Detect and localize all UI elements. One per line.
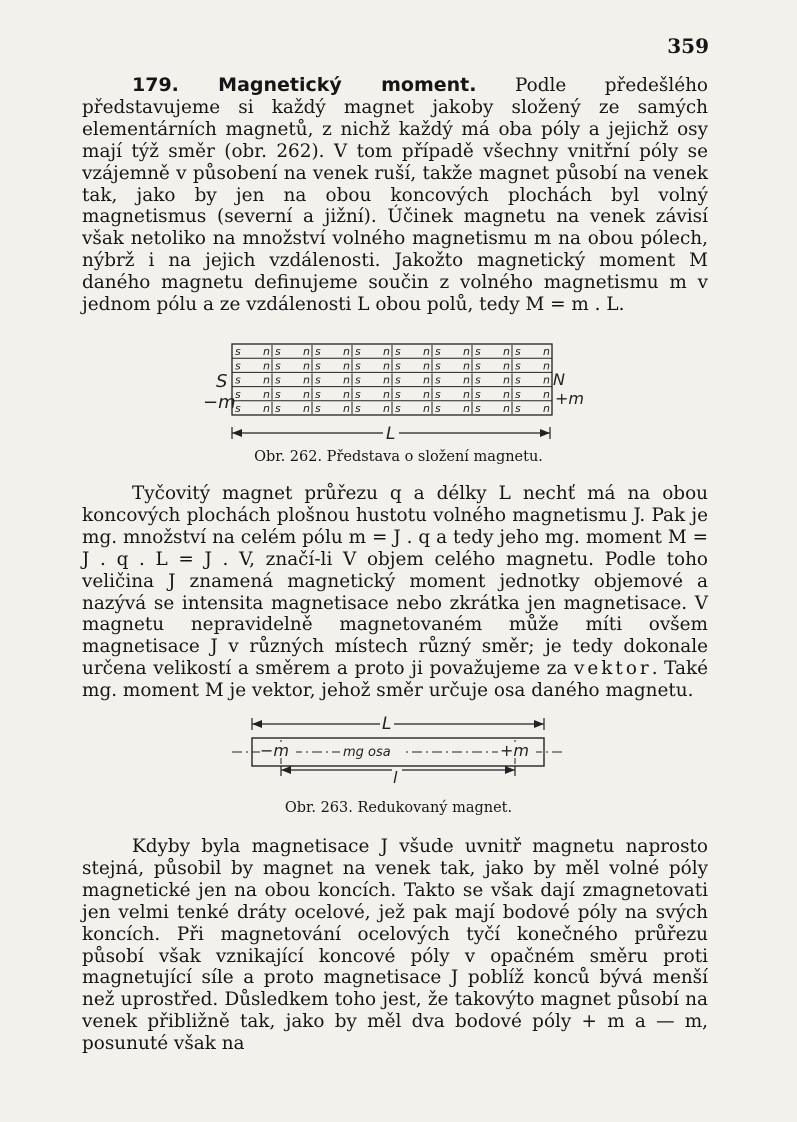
- north-pole-label: n: [343, 359, 350, 373]
- south-pole-label: s: [395, 402, 401, 415]
- figure-263-caption: Obr. 263. Redukovaný magnet.: [284, 800, 513, 816]
- north-pole-label: n: [383, 402, 390, 415]
- north-pole-label: n: [263, 359, 270, 373]
- label-minus-m: −m: [203, 392, 236, 413]
- north-pole-label: n: [503, 373, 510, 387]
- figure-262-caption: Obr. 262. Představa o složení magnetu.: [254, 449, 543, 465]
- south-pole-label: s: [475, 359, 481, 373]
- north-pole-label: n: [383, 373, 390, 387]
- south-pole-label: s: [435, 387, 441, 401]
- south-pole-label: s: [395, 359, 401, 373]
- south-pole-label: s: [235, 359, 241, 373]
- south-pole-label: s: [275, 373, 281, 387]
- north-pole-label: n: [423, 387, 430, 401]
- north-pole-label: n: [343, 387, 350, 401]
- south-pole-label: s: [355, 402, 361, 415]
- label-N: N: [553, 370, 565, 389]
- arrow-right-icon: [505, 766, 515, 774]
- paragraph-3-text: Kdyby byla magnetisace J všude uvnitř magnetu naprosto stejná, působil by magnet na venek tak, jako by měl volné póly magnetické jen na obou koncích. Takto se však dají zmagnetovati jen velmi tenké dráty ocelové, jež pak mají bodové póly na svých koncích. Při magnetování ocelových tyčí konečného průřezu působí však vznikající koncové póly v opačném směru proti magnetující síle a proto magnetisace J poblíž konců bývá menší než uprostřed. Důsledkem toho jest, že takovýto magnet působí na venek přibližně tak, jako by měl dva bodové póly + m a — m, posunuté však na: [82, 836, 708, 1055]
- paragraph-2-text-c: . Také mg. moment M je vektor, jehož směr určuje osa daného magnetu.: [82, 658, 708, 702]
- north-pole-label: n: [543, 387, 550, 401]
- south-pole-label: s: [435, 373, 441, 387]
- south-pole-label: s: [355, 359, 361, 373]
- north-pole-label: n: [303, 373, 310, 387]
- paragraph-1-text: Podle předešlého představujeme si každý magnet jakoby složený ze samých elementárních magnetů, z nichž každý má oba póly a jejichž osy mají týž směr (obr. 262). V tom případě všechny vnitřní póly se vzájemně v působení na venek ruší, takže magnet působí na venek tak, jako by jen na obou koncových plochách byl volný magnetismus (severní a jižní). Účinek magnetu na venek závisí však netoliko na množství volného magnetismu m na obou pólech, nýbrž i na jejich vzdálenosti. Jakožto magnetický moment M daného magnetu definujeme součin z volného magnetismu m v jednom pólu a ze vzdálenosti L obou polů, tedy M = m . L.: [82, 75, 708, 316]
- north-pole-label: n: [343, 345, 350, 359]
- section-heading: 179. Magnetický moment.: [132, 74, 477, 96]
- arrow-left-icon: [281, 766, 291, 774]
- north-pole-label: n: [383, 359, 390, 373]
- north-pole-label: n: [423, 373, 430, 387]
- north-pole-label: n: [303, 402, 310, 415]
- axis-label: mg osa: [343, 745, 391, 760]
- south-pole-label: s: [235, 345, 241, 359]
- south-pole-label: s: [475, 402, 481, 415]
- south-pole-label: s: [475, 373, 481, 387]
- south-pole-label: s: [275, 387, 281, 401]
- label-plus-m: +m: [500, 741, 529, 760]
- arrow-right-icon: [534, 720, 544, 728]
- north-pole-label: n: [503, 359, 510, 373]
- north-pole-label: n: [463, 402, 470, 415]
- north-pole-label: n: [263, 402, 270, 415]
- label-l: l: [393, 768, 398, 787]
- south-pole-label: s: [355, 387, 361, 401]
- south-pole-label: s: [235, 387, 241, 401]
- north-pole-label: n: [423, 359, 430, 373]
- north-pole-label: n: [303, 359, 310, 373]
- north-pole-label: n: [463, 345, 470, 359]
- south-pole-label: s: [515, 387, 521, 401]
- south-pole-label: s: [435, 402, 441, 415]
- north-pole-label: n: [383, 387, 390, 401]
- south-pole-label: s: [235, 402, 241, 415]
- south-pole-label: s: [395, 345, 401, 359]
- south-pole-label: s: [315, 373, 321, 387]
- north-pole-label: n: [503, 402, 510, 415]
- south-pole-label: s: [355, 345, 361, 359]
- paragraph-pole-distribution: [82, 836, 708, 1055]
- south-pole-label: s: [275, 359, 281, 373]
- north-pole-label: n: [543, 373, 550, 387]
- north-pole-label: n: [463, 373, 470, 387]
- north-pole-label: n: [463, 359, 470, 373]
- north-pole-label: n: [263, 387, 270, 401]
- south-pole-label: s: [275, 345, 281, 359]
- south-pole-label: s: [395, 373, 401, 387]
- label-S: S: [216, 371, 228, 392]
- paragraph-2-term: vektor: [574, 658, 652, 680]
- paragraph-2-text-a: Tyčovitý magnet průřezu q a délky L nechť má na obou koncových plochách plošnou hustotu volného magnetismu J. Pak je mg. množství na celém pólu m = J . q a tedy jeho mg. moment M = J . q . L = J . V, značí-li V objem celého magnetu. Podle toho veličina J znamená magnetický moment jednotky objemové a nazývá se intensita magnetisace nebo zkrátka jen magnetisace. V magnetu nepravidelně magnetovaném může míti ovšem magnetisace J v různých místech různý směr; je tedy dokonale určena velikostí a směrem a proto ji považujeme za: [82, 483, 708, 680]
- north-pole-label: n: [543, 402, 550, 415]
- north-pole-label: n: [343, 402, 350, 415]
- south-pole-label: s: [515, 359, 521, 373]
- south-pole-label: s: [315, 345, 321, 359]
- page-number: 359: [667, 34, 709, 58]
- south-pole-label: s: [315, 387, 321, 401]
- south-pole-label: s: [275, 402, 281, 415]
- north-pole-label: n: [383, 345, 390, 359]
- north-pole-label: n: [463, 387, 470, 401]
- south-pole-label: s: [515, 373, 521, 387]
- north-pole-label: n: [303, 387, 310, 401]
- south-pole-label: s: [515, 402, 521, 415]
- north-pole-label: n: [263, 345, 270, 359]
- north-pole-label: n: [303, 345, 310, 359]
- south-pole-label: s: [435, 345, 441, 359]
- south-pole-label: s: [475, 345, 481, 359]
- north-pole-label: n: [423, 402, 430, 415]
- south-pole-label: s: [315, 402, 321, 415]
- north-pole-label: n: [503, 345, 510, 359]
- south-pole-label: s: [475, 387, 481, 401]
- arrow-left-icon: [252, 720, 262, 728]
- south-pole-label: s: [235, 373, 241, 387]
- south-pole-label: s: [435, 359, 441, 373]
- label-L: L: [382, 714, 392, 734]
- north-pole-label: n: [263, 373, 270, 387]
- label-L: L: [386, 424, 396, 444]
- label-minus-m: −m: [260, 741, 289, 760]
- north-pole-label: n: [543, 345, 550, 359]
- south-pole-label: s: [315, 359, 321, 373]
- north-pole-label: n: [343, 373, 350, 387]
- north-pole-label: n: [423, 345, 430, 359]
- south-pole-label: s: [515, 345, 521, 359]
- north-pole-label: n: [543, 359, 550, 373]
- south-pole-label: s: [395, 387, 401, 401]
- label-plus-m: +m: [555, 389, 584, 408]
- south-pole-label: s: [355, 373, 361, 387]
- north-pole-label: n: [503, 387, 510, 401]
